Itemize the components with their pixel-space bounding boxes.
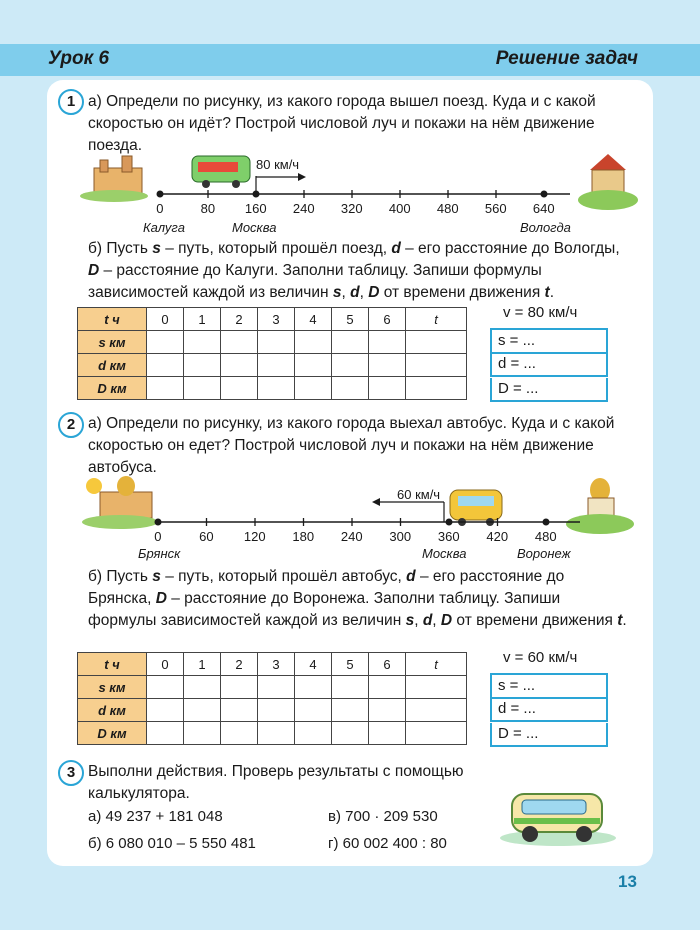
ray2-tick-label: 180: [292, 529, 315, 544]
ray1-tick-label: 560: [484, 201, 507, 216]
task2-speed-label: 60 км/ч: [397, 487, 441, 502]
ray1-point: [541, 191, 548, 198]
table-cell[interactable]: [406, 699, 467, 722]
ray1-tick-label: 0: [156, 201, 164, 216]
table-header-cell: t: [406, 308, 467, 331]
table-cell[interactable]: [221, 331, 258, 354]
ray1-tick-label: 80: [200, 201, 216, 216]
town-vologda-icon: [578, 154, 638, 210]
table-cell[interactable]: [295, 699, 332, 722]
ray2-point: [446, 519, 453, 526]
train-icon: [192, 156, 250, 188]
table-cell[interactable]: [147, 331, 184, 354]
table-row-label: d км: [78, 699, 147, 722]
table-cell[interactable]: [332, 722, 369, 745]
town-kaluga-icon: [80, 156, 148, 202]
city-moscow: Москва: [232, 220, 277, 235]
table-cell[interactable]: [258, 331, 295, 354]
table-cell[interactable]: [369, 377, 406, 400]
table-cell[interactable]: [258, 377, 295, 400]
table-cell[interactable]: [369, 331, 406, 354]
task1-formula-s[interactable]: s = ...: [490, 328, 608, 354]
table-header-cell: 0: [147, 308, 184, 331]
town-bryansk-icon: [82, 476, 158, 529]
ray2-tick-label: 360: [437, 529, 460, 544]
table-cell[interactable]: [147, 377, 184, 400]
table-cell[interactable]: [369, 676, 406, 699]
page-number: 13: [618, 872, 637, 891]
ray1-tick-label: 160: [244, 201, 267, 216]
exercise-g: г) 60 002 400 : 80: [328, 835, 447, 852]
table-cell[interactable]: [184, 377, 221, 400]
ray1-point: [253, 191, 260, 198]
table-cell[interactable]: [369, 354, 406, 377]
task1-formula-d[interactable]: d = ...: [490, 353, 608, 377]
table-header-cell: 5: [332, 308, 369, 331]
ray1-point: [157, 191, 164, 198]
lesson-title: Урок 6: [48, 48, 110, 69]
ray2-tick-label: 0: [154, 529, 162, 544]
table-cell[interactable]: [184, 676, 221, 699]
ray2-point: [155, 519, 162, 526]
table-cell[interactable]: [258, 699, 295, 722]
table-header-cell: t ч: [78, 653, 147, 676]
task1-formula-D[interactable]: D = ...: [490, 378, 608, 402]
table-header-cell: 2: [221, 308, 258, 331]
table-header-cell: 1: [184, 308, 221, 331]
table-cell[interactable]: [332, 676, 369, 699]
table-header-cell: 4: [295, 308, 332, 331]
table-cell[interactable]: [258, 354, 295, 377]
table-cell[interactable]: [295, 331, 332, 354]
ray1-tick-label: 640: [532, 201, 555, 216]
city-moscow-2: Москва: [422, 546, 467, 561]
city-vologda: Вологда: [520, 220, 571, 235]
lesson-topic: Решение задач: [495, 48, 638, 69]
table-cell[interactable]: [295, 676, 332, 699]
table-header-cell: 5: [332, 653, 369, 676]
table-row: [78, 722, 467, 745]
ray1-tick-label: 240: [292, 201, 315, 216]
table-cell[interactable]: [369, 722, 406, 745]
car-illustration-icon: [496, 776, 620, 850]
table-cell[interactable]: [184, 699, 221, 722]
table-row: [78, 354, 467, 377]
table-header-cell: 6: [369, 308, 406, 331]
task-number-1: 1: [58, 89, 84, 115]
table-header-cell: 3: [258, 308, 295, 331]
ray1-tick-label: 400: [388, 201, 411, 216]
exercise-a: а) 49 237 + 181 048: [88, 808, 223, 825]
table-cell[interactable]: [221, 676, 258, 699]
table-cell[interactable]: [184, 354, 221, 377]
city-bryansk: Брянск: [138, 546, 181, 561]
table-cell[interactable]: [221, 699, 258, 722]
task2-table: [77, 652, 467, 745]
table-cell[interactable]: [147, 354, 184, 377]
task2-velocity: v = 60 км/ч: [503, 649, 578, 666]
table-cell[interactable]: [332, 354, 369, 377]
table-cell[interactable]: [406, 377, 467, 400]
ray2-tick-label: 60: [199, 529, 214, 544]
city-kaluga: Калуга: [143, 220, 185, 235]
task2-part-a-text: а) Определи по рисунку, из какого города выехал автобус. Куда и с какой скоростью он едет? Построй числовой луч и покажи на нём движение автобуса.: [88, 415, 615, 476]
town-voronezh-icon: [566, 478, 634, 534]
table-cell[interactable]: [184, 722, 221, 745]
table-cell[interactable]: [295, 377, 332, 400]
ray2-tick-label: 300: [389, 529, 412, 544]
table-cell[interactable]: [221, 354, 258, 377]
table-cell[interactable]: [332, 331, 369, 354]
table-header-cell: 0: [147, 653, 184, 676]
ray2-tick-label: 120: [243, 529, 266, 544]
task1-speed-label: 80 км/ч: [256, 157, 300, 172]
table-header-cell: 4: [295, 653, 332, 676]
table-cell[interactable]: [147, 722, 184, 745]
speed-arrow-head: [372, 498, 380, 506]
table-cell[interactable]: [406, 722, 467, 745]
table-header-cell: t ч: [78, 308, 147, 331]
table-cell[interactable]: [147, 699, 184, 722]
table-row-label: d км: [78, 354, 147, 377]
table-cell[interactable]: [369, 699, 406, 722]
table-row-label: D км: [78, 377, 147, 400]
task1-velocity: v = 80 км/ч: [503, 304, 578, 321]
table-cell[interactable]: [258, 676, 295, 699]
task2-formula-d[interactable]: d = ...: [490, 698, 608, 722]
task2-formula-s[interactable]: s = ...: [490, 673, 608, 699]
task3-text: Выполни действия. Проверь результаты с помощью калькулятора.: [88, 763, 464, 802]
table-row: [78, 676, 467, 699]
table-cell[interactable]: [406, 354, 467, 377]
table-cell[interactable]: [295, 354, 332, 377]
task1-part-a-text: а) Определи по рисунку, из какого города вышел поезд. Куда и с какой скоростью он идёт? Построй числовой луч и покажи на нём движение поезда.: [88, 93, 596, 154]
table-row: [78, 331, 467, 354]
table-cell[interactable]: [332, 377, 369, 400]
task-number-3: 3: [58, 760, 84, 786]
table-cell[interactable]: [295, 722, 332, 745]
table-cell[interactable]: [332, 699, 369, 722]
table-cell[interactable]: [221, 377, 258, 400]
bus-icon: [450, 490, 502, 526]
table-header-cell: 1: [184, 653, 221, 676]
ray2-tick-label: 240: [340, 529, 363, 544]
task2-part-b-text: б) Пусть s – путь, который прошёл автобус, d – его расстояние до Брянска, D – расстояние до Воронежа. Заполни таблицу. Запиши формулы зависимостей каждой из величин s, d, D от времени движения t.: [88, 568, 627, 629]
table-header-cell: 6: [369, 653, 406, 676]
speed-arrow-head: [298, 173, 306, 181]
task-number-2: 2: [58, 412, 84, 438]
task1-part-b-text: б) Пусть s – путь, который прошёл поезд, d – его расстояние до Вологды, D – расстояние до Калуги. Заполни таблицу. Запиши формулы зависимостей каждой из величин s, d, D от времени движения t.: [88, 240, 620, 301]
ray1-tick-label: 480: [436, 201, 459, 216]
table-cell[interactable]: [147, 676, 184, 699]
ray2-tick-label: 420: [486, 529, 509, 544]
table-row: [78, 699, 467, 722]
table-header-cell: 3: [258, 653, 295, 676]
table-cell[interactable]: [258, 722, 295, 745]
table-row-label: s км: [78, 676, 147, 699]
task1-table: [77, 307, 467, 400]
table-cell[interactable]: [221, 722, 258, 745]
city-voronezh: Воронеж: [517, 546, 571, 561]
table-cell[interactable]: [184, 331, 221, 354]
ray1-tick-label: 320: [340, 201, 363, 216]
table-header-cell: 2: [221, 653, 258, 676]
table-cell[interactable]: [406, 676, 467, 699]
ray2-tick-label: 480: [534, 529, 557, 544]
exercise-b: б) 6 080 010 – 5 550 481: [88, 835, 256, 852]
exercise-v: в) 700 · 209 530: [328, 808, 438, 825]
table-cell[interactable]: [406, 331, 467, 354]
table-header-cell: t: [406, 653, 467, 676]
table-row: [78, 377, 467, 400]
table-row-label: D км: [78, 722, 147, 745]
ray2-point: [543, 519, 550, 526]
task2-formula-D[interactable]: D = ...: [490, 723, 608, 747]
table-row-label: s км: [78, 331, 147, 354]
